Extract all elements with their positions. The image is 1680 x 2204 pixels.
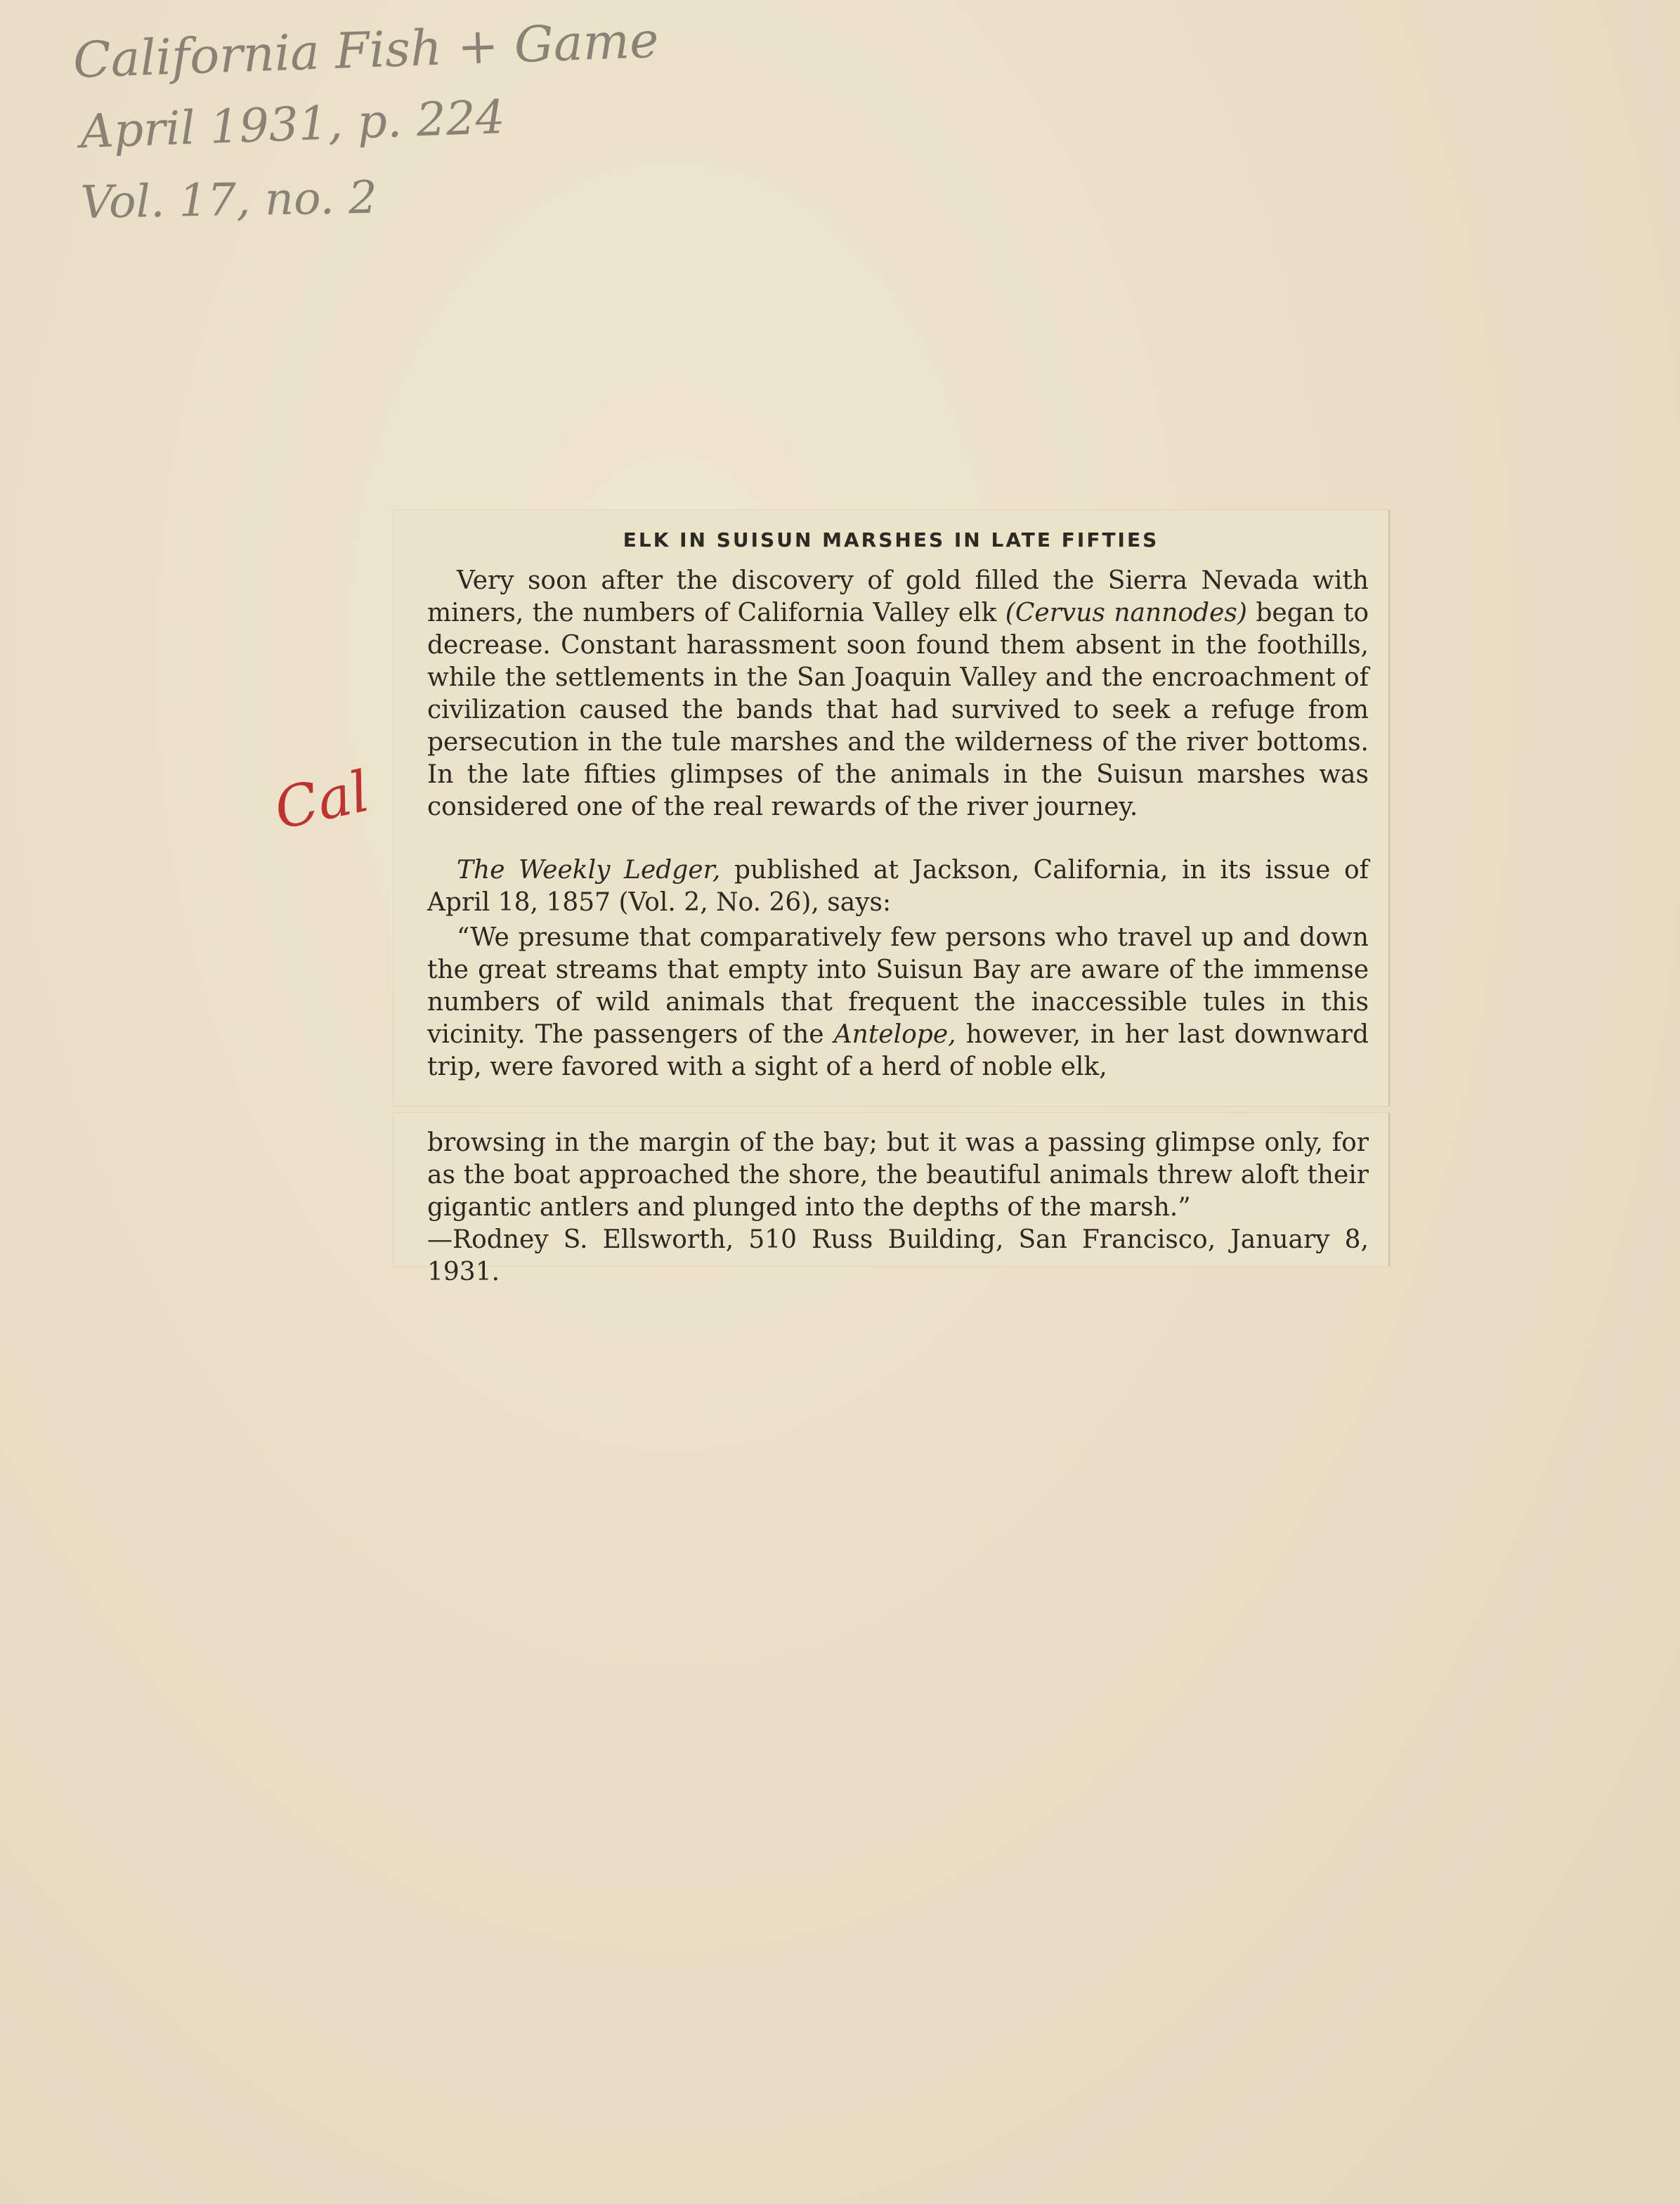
species-name: (Cervus nannodes) — [1005, 599, 1247, 627]
paragraph-quote-end — [427, 1127, 1369, 1289]
handwritten-line-3: Vol. 17, no. 2 — [79, 171, 378, 229]
ship-name: Antelope, — [833, 1020, 956, 1049]
handwritten-citation-note — [67, 21, 755, 253]
p3-text-before: “We presume that comparatively few persons who travel up and down the great streams that empty into Suisun Bay are aware of the immense numbers of wild animals that frequent the inaccessible tules in this vicinity. The passengers of the — [427, 923, 1369, 1049]
paragraph-elk-decline — [427, 565, 1369, 823]
p1-text-after: began to decrease. Constant harassment soon found them absent in the foothills, while the settlements in the San Joaquin Valley and the encroachment of civilization caused the bands that had survived to seek a refuge from persecution in the tule marshes and the wilderness of the river bottoms. In the late fifties glimpses of the animals in the Suisun marshes was considered one of the real rewards of the river journey. — [427, 599, 1369, 821]
article-title: ELK IN SUISUN MARSHES IN LATE FIFTIES — [623, 528, 1159, 552]
handwritten-line-1: California Fish + Game — [72, 21, 660, 89]
handwritten-line-2: April 1931, p. 224 — [79, 89, 506, 159]
margin-mark-text: Cal — [273, 766, 375, 842]
article-clipping-upper — [393, 510, 1390, 1106]
publication-name: The Weekly Ledger, — [457, 856, 721, 885]
red-margin-mark — [273, 766, 392, 850]
paragraph-quote-start — [427, 922, 1369, 1083]
p2-text: published at Jackson, California, in its issue of April 18, 1857 (Vol. 2, No. 26), says: — [427, 856, 1369, 917]
p3-text-after: however, in her last downward trip, were favored with a sight of a herd of noble elk, — [427, 1020, 1369, 1081]
author-signature: —Rodney S. Ellsworth, 510 Russ Building, San Francisco, January 8, 1931. — [427, 1225, 1369, 1286]
article-clipping-lower — [393, 1113, 1390, 1286]
paragraph-weekly-ledger — [427, 854, 1369, 919]
quote-ending: browsing in the margin of the bay; but it was a passing glimpse only, for as the boat approached the shore, the beautiful animals threw aloft their gigantic antlers and plunged into the depths of the marsh.” — [427, 1128, 1369, 1222]
p1-text-before: Very soon after the discovery of gold filled the Sierra Nevada with miners, the numbers of California Valley elk — [427, 566, 1369, 627]
